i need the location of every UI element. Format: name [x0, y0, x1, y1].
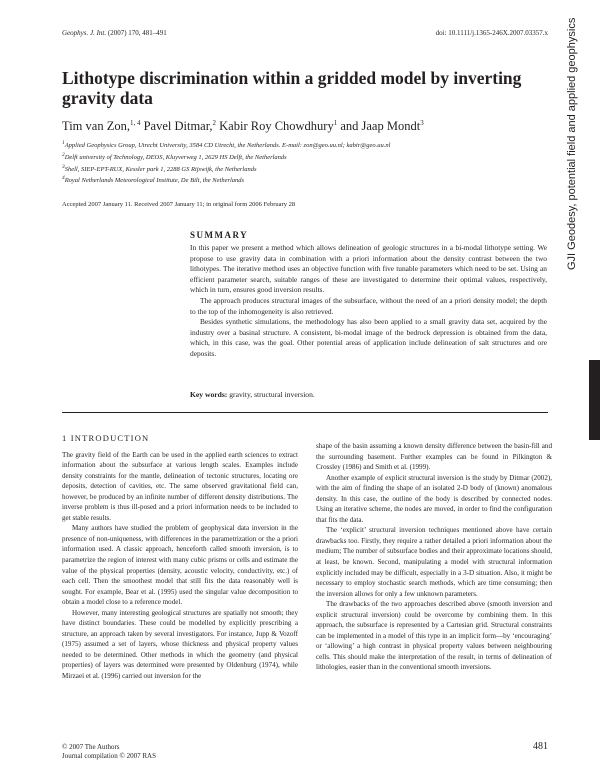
right-column — [316, 441, 552, 673]
affiliation-text: Shell, SIEP-EPT-RUX, Kessler park 1, 2288 GS Rijswijk, the Netherlands — [64, 165, 257, 173]
body-paragraph: The gravity field of the Earth can be used in the applied earth sciences to extract information about the subsurface at various length scales. Examples include density constraints for the mantle, delineation of tectonic structures, locating ore deposits, detection of cavities, etc. The same observed gravitational field can, however, be produced by an infinite number of different density distributions. The inverse problem is thus ill-posed and a priori information needs to be included to get stable results. — [62, 450, 298, 522]
section-label-text: GJI Geodesy, potential field and applied geophysics — [566, 17, 578, 270]
author: Tim van Zon, — [62, 119, 130, 134]
compilation-line: Journal compilation © 2007 RAS — [62, 752, 156, 760]
affiliation — [62, 151, 390, 163]
author-sup: 1 — [333, 119, 338, 127]
accepted-dates: Accepted 2007 January 11. Received 2007 January 11; in original form 2006 February 28 — [62, 201, 296, 208]
affiliation — [62, 163, 390, 175]
keywords — [190, 390, 315, 399]
keywords-label: Key words: — [190, 390, 228, 399]
journal-name: Geophys. J. Int. — [62, 29, 107, 37]
author-list — [62, 119, 424, 134]
section-tab-marker — [589, 360, 600, 440]
affiliation-num: 4 — [62, 175, 65, 182]
author: and Jaap Mondt — [340, 119, 421, 134]
affiliation-text: Royal Netherlands Meteorological Institute, De Bilt, the Netherlands — [64, 177, 245, 185]
affiliation-text: Delft university of Technology, DEOS, Kluyverweg 1, 2629 HS Delft, the Netherlands — [64, 153, 287, 161]
author-sup: 1, 4 — [129, 119, 141, 127]
body-paragraph: However, many interesting geological structures are spatially not smooth; they have distinct boundaries. These could be modelled by explicitly prescribing a structure, an approach taken by several investigators. For instance, Jupp & Vozoff (1975) assumed a set of layers, whose thickness and physical property values needed to be determined. Other methods in which the geometry (and physical properties) of layers was determined were presented by Oldenburg (1974), while Mirzaei et al. (1996) carried out inversion for the — [62, 608, 298, 681]
author: Kabir Roy Chowdhury — [219, 119, 334, 134]
summary-paragraph: The approach produces structural images of the subsurface, without the need of an a priori density model; the depth to the top of the inhomogeneity is also retrieved. — [190, 295, 547, 316]
keywords-text: gravity, structural inversion. — [229, 390, 315, 399]
section-heading: 1 INTRODUCTION — [62, 433, 150, 443]
affiliation-text: Applied Geophysics Group, Utrecht University, 3584 CD Utrecht, the Netherlands. E-mail: zon@geo.uu.nl; kabir@geo.uu.nl — [64, 142, 391, 150]
body-paragraph: The ‘explicit’ structural inversion techniques mentioned above have certain drawbacks too. Firstly, they require a rather detailed a priori information about the medium; The number of subsurface bodies and their approximate locations should, at least, be known. Second, manipulating a model with structural information explicitly included may be difficult, especially in a 3-D situation. Also, it might be necessary to employ stochastic search methods, which are time consuming; then the inversion allows for only a few unknown parameters. — [316, 526, 552, 598]
left-column — [62, 433, 298, 682]
paper-title: Lithotype discrimination within a gridded model by inverting gravity data — [62, 68, 522, 108]
body-paragraph: Many authors have studied the problem of geophysical data inversion in the presence of non-uniqueness, with differences in the parametrization or the a priori information used. A classic approach, henceforth called smooth inversion, is to parametrize the region of interest with many cubic prisms or cells and estimate the value of the physical properties (density, acoustic velocity, conductivity, etc.) of each cell. Then the smoothest model that still fits the data reasonably well is sought. For example, Bear et al. (1995) used the singular value decomposition to obtain a model close to a reference model. — [62, 524, 298, 607]
body-paragraph: shape of the basin assuming a known density difference between the basin-fill and the surrounding basement. Further examples can be found in Pilkington & Crossley (1986) and Smith et al. (1999). — [316, 442, 552, 472]
affiliation-num: 2 — [62, 151, 65, 158]
affiliation — [62, 139, 390, 151]
body-paragraph: The drawbacks of the two approaches described above (smooth inversion and explicit structural inversion) could be overcome by combining them. In this approach, the subsurface is represented by a Cartesian grid. Structural constraints can be implemented in a model of this type in an implicit form—by ‘encouraging’ or ‘allowing’ a high contrast in physical property values between neighbouring cells. This should make the interpretation of the result, in terms of delineation of lithologies, easier than in the conventional smooth inversions. — [316, 600, 552, 672]
author-sup: 3 — [420, 119, 424, 127]
affiliations — [62, 139, 390, 186]
affiliation-num: 3 — [62, 163, 65, 170]
page-number: 481 — [533, 741, 548, 752]
running-header — [62, 29, 167, 37]
divider — [62, 412, 548, 413]
affiliation — [62, 174, 390, 186]
affiliation-num: 1 — [62, 140, 65, 146]
summary-body — [190, 243, 547, 360]
copyright-line: © 2007 The Authors — [62, 743, 120, 751]
body-paragraph: Another example of explicit structural inversion is the study by Ditmar (2002), with the aim of finding the shape of an isolated 2-D body of (known) anomalous density. In this case, the outline of the body is described by connected nodes. Using an iterative scheme, the nodes are moved, in order to find the configuration that fits the data. — [316, 473, 552, 524]
footer-copyright — [62, 743, 156, 761]
summary-heading: SUMMARY — [190, 230, 249, 240]
doi[interactable]: doi: 10.1111/j.1365-246X.2007.03357.x — [435, 29, 548, 37]
citation: (2007) 170, 481–491 — [107, 29, 167, 37]
summary-paragraph: In this paper we present a method which allows delineation of geologic structures in a bi-modal lithotype setting. We propose to use gravity data in combination with a priori information about the density contrast between the two lithotypes. The iterative method uses an objective function with five tunable parameters which need to be set. Using an efficient parameter search, suitable ranges of these are investigated to determine their optimal values, respectively, which in turn, ensures good inversion results. — [190, 243, 547, 295]
author-sup: 2 — [212, 119, 217, 127]
summary-paragraph: Besides synthetic simulations, the methodology has also been applied to a small gravity data set, acquired by the industry over a basinal structure. A consistent, bi-modal image of the bedrock depression is obtained from the data, which, in this case, was the goal. Other potential areas of application include delineation of salt structures and ore deposits. — [190, 317, 547, 358]
author: Pavel Ditmar, — [143, 119, 213, 134]
